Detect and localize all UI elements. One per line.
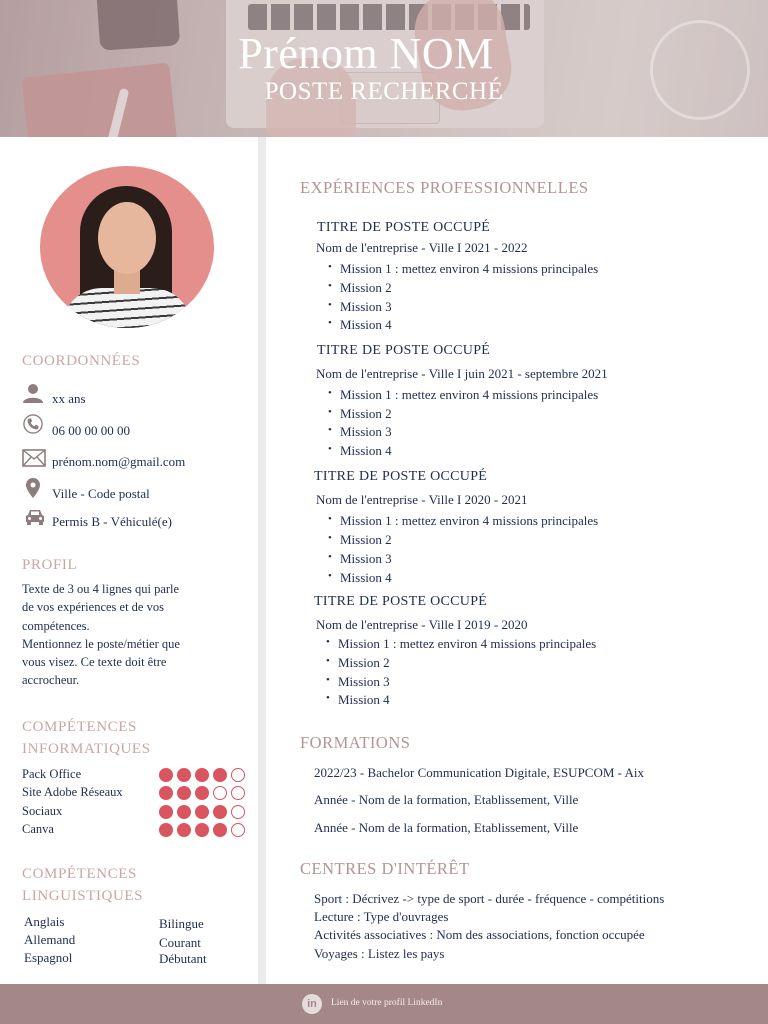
skill-dot-filled (195, 823, 209, 837)
contact-location: Ville - Code postal (52, 486, 150, 501)
profile-line: vous visez. Ce texte doit être (22, 655, 167, 670)
skill-dot-filled (177, 805, 191, 819)
column-divider (258, 137, 266, 984)
target-position: POSTE RECHERCHÉ (264, 78, 504, 105)
mission-item: • Mission 1 : mettez environ 4 missions principales (338, 636, 596, 652)
skill-dot-filled (213, 823, 227, 837)
skill-row (22, 804, 252, 820)
skill-row (22, 785, 252, 801)
profile-line: accrocheur. (22, 673, 80, 688)
skill-dot-filled (159, 805, 173, 819)
skill-dot-filled (159, 768, 173, 782)
contact-phone: 06 00 00 00 00 (52, 423, 130, 438)
skill-row (22, 767, 252, 783)
mission-item: • Mission 1 : mettez environ 4 missions principales (340, 513, 598, 529)
envelope-icon (22, 449, 46, 467)
profile-line: de vos expériences et de vos (22, 600, 164, 615)
skill-dot-filled (177, 823, 191, 837)
job-title: TITRE DE POSTE OCCUPÉ (317, 220, 491, 235)
mission-item: • Mission 2 (338, 655, 390, 671)
job-company: Nom de l'entreprise - Ville I 2020 - 2021 (316, 492, 528, 507)
it-skills-title: COMPÉTENCES (22, 719, 137, 735)
mission-item: • Mission 2 (340, 280, 392, 296)
education-item: 2022/23 - Bachelor Communication Digitale, ESUPCOM - Aix (314, 765, 645, 780)
skill-dot-filled (213, 768, 227, 782)
skill-name: Pack Office (22, 767, 82, 781)
job-title: TITRE DE POSTE OCCUPÉ (314, 594, 488, 609)
location-pin-icon (25, 477, 41, 499)
lang-skills-title: COMPÉTENCES (22, 866, 137, 882)
language-level: Courant (159, 935, 201, 950)
skill-dot-filled (177, 768, 191, 782)
job-title: TITRE DE POSTE OCCUPÉ (314, 469, 488, 484)
lang-skills-title-line2: LINGUISTIQUES (22, 888, 144, 904)
mission-item: • Mission 4 (340, 570, 392, 586)
contact-license: Permis B - Véhiculé(e) (52, 514, 172, 529)
skill-dot-filled (177, 786, 191, 800)
linkedin-link[interactable]: Lien de votre profil LinkedIn (331, 998, 443, 1008)
interest-item: Lecture : Type d'ouvrages (314, 909, 449, 924)
language-name: Espagnol (24, 950, 73, 965)
skill-level-dots (159, 805, 249, 823)
mission-item: • Mission 1 : mettez environ 4 missions principales (340, 387, 598, 403)
candidate-name: Prénom NOM (238, 29, 494, 78)
language-level: Bilingue (159, 916, 204, 931)
skill-dot-empty (231, 823, 245, 837)
skill-dot-filled (195, 768, 209, 782)
skill-level-dots (159, 768, 249, 786)
contact-email[interactable]: prénom.nom@gmail.com (52, 454, 186, 469)
person-icon (22, 383, 44, 403)
phone-icon (22, 414, 44, 434)
skill-dot-empty (231, 805, 245, 819)
profile-line: Mentionnez le poste/métier que (22, 636, 180, 651)
education-item: Année - Nom de la formation, Etablissement, Ville (314, 820, 579, 835)
mission-item: • Mission 3 (340, 299, 392, 315)
skill-dot-filled (159, 786, 173, 800)
profile-photo (40, 166, 214, 328)
education-item: Année - Nom de la formation, Etablissement, Ville (314, 792, 579, 807)
mission-item: • Mission 4 (338, 692, 390, 708)
profile-text (22, 580, 222, 690)
skill-level-dots (159, 786, 249, 804)
skill-dot-filled (213, 805, 227, 819)
linkedin-icon[interactable]: in (302, 994, 322, 1014)
interests-section-title: CENTRES D'INTÉRÊT (300, 859, 470, 878)
mission-item: • Mission 4 (340, 443, 392, 459)
job-company: Nom de l'entreprise - Ville I 2021 - 2022 (316, 240, 528, 255)
skill-name: Sociaux (22, 804, 63, 818)
mission-item: • Mission 3 (340, 551, 392, 567)
skill-dot-filled (195, 786, 209, 800)
profile-section-title: PROFIL (22, 557, 78, 573)
job-company: Nom de l'entreprise - Ville I juin 2021 - septembre 2021 (316, 366, 608, 381)
skill-dot-empty (213, 786, 227, 800)
mission-item: • Mission 4 (340, 317, 392, 333)
skill-level-dots (159, 823, 249, 841)
skill-name: Canva (22, 822, 54, 836)
contact-section-title: COORDONNÉES (22, 353, 141, 369)
skill-dot-filled (159, 823, 173, 837)
mission-item: • Mission 1 : mettez environ 4 missions principales (340, 261, 598, 277)
mission-item: • Mission 3 (338, 674, 390, 690)
language-name: Allemand (24, 932, 76, 947)
language-name: Anglais (24, 914, 65, 929)
mission-item: • Mission 3 (340, 424, 392, 440)
interest-item: Sport : Décrivez -> type de sport - durée - fréquence - compétitions (314, 891, 665, 906)
profile-line: compétences. (22, 618, 90, 633)
car-icon (24, 508, 46, 526)
skill-dot-empty (231, 768, 245, 782)
it-skills-title-line2: INFORMATIQUES (22, 741, 151, 757)
skill-name: Site Adobe Réseaux (22, 785, 123, 799)
mission-item: • Mission 2 (340, 406, 392, 422)
skill-dot-filled (195, 805, 209, 819)
education-section-title: FORMATIONS (300, 733, 411, 752)
interest-item: Voyages : Listez les pays (314, 946, 445, 961)
skill-row (22, 822, 252, 838)
contact-age: xx ans (52, 391, 86, 406)
language-level: Débutant (159, 951, 207, 966)
mission-item: • Mission 2 (340, 532, 392, 548)
skill-dot-empty (231, 786, 245, 800)
experience-section-title: EXPÉRIENCES PROFESSIONNELLES (300, 178, 589, 197)
job-company: Nom de l'entreprise - Ville I 2019 - 2020 (316, 617, 528, 632)
job-title: TITRE DE POSTE OCCUPÉ (317, 343, 491, 358)
interest-item: Activités associatives : Nom des associations, fonction occupée (314, 927, 645, 942)
profile-line: Texte de 3 ou 4 lignes qui parle (22, 582, 180, 596)
